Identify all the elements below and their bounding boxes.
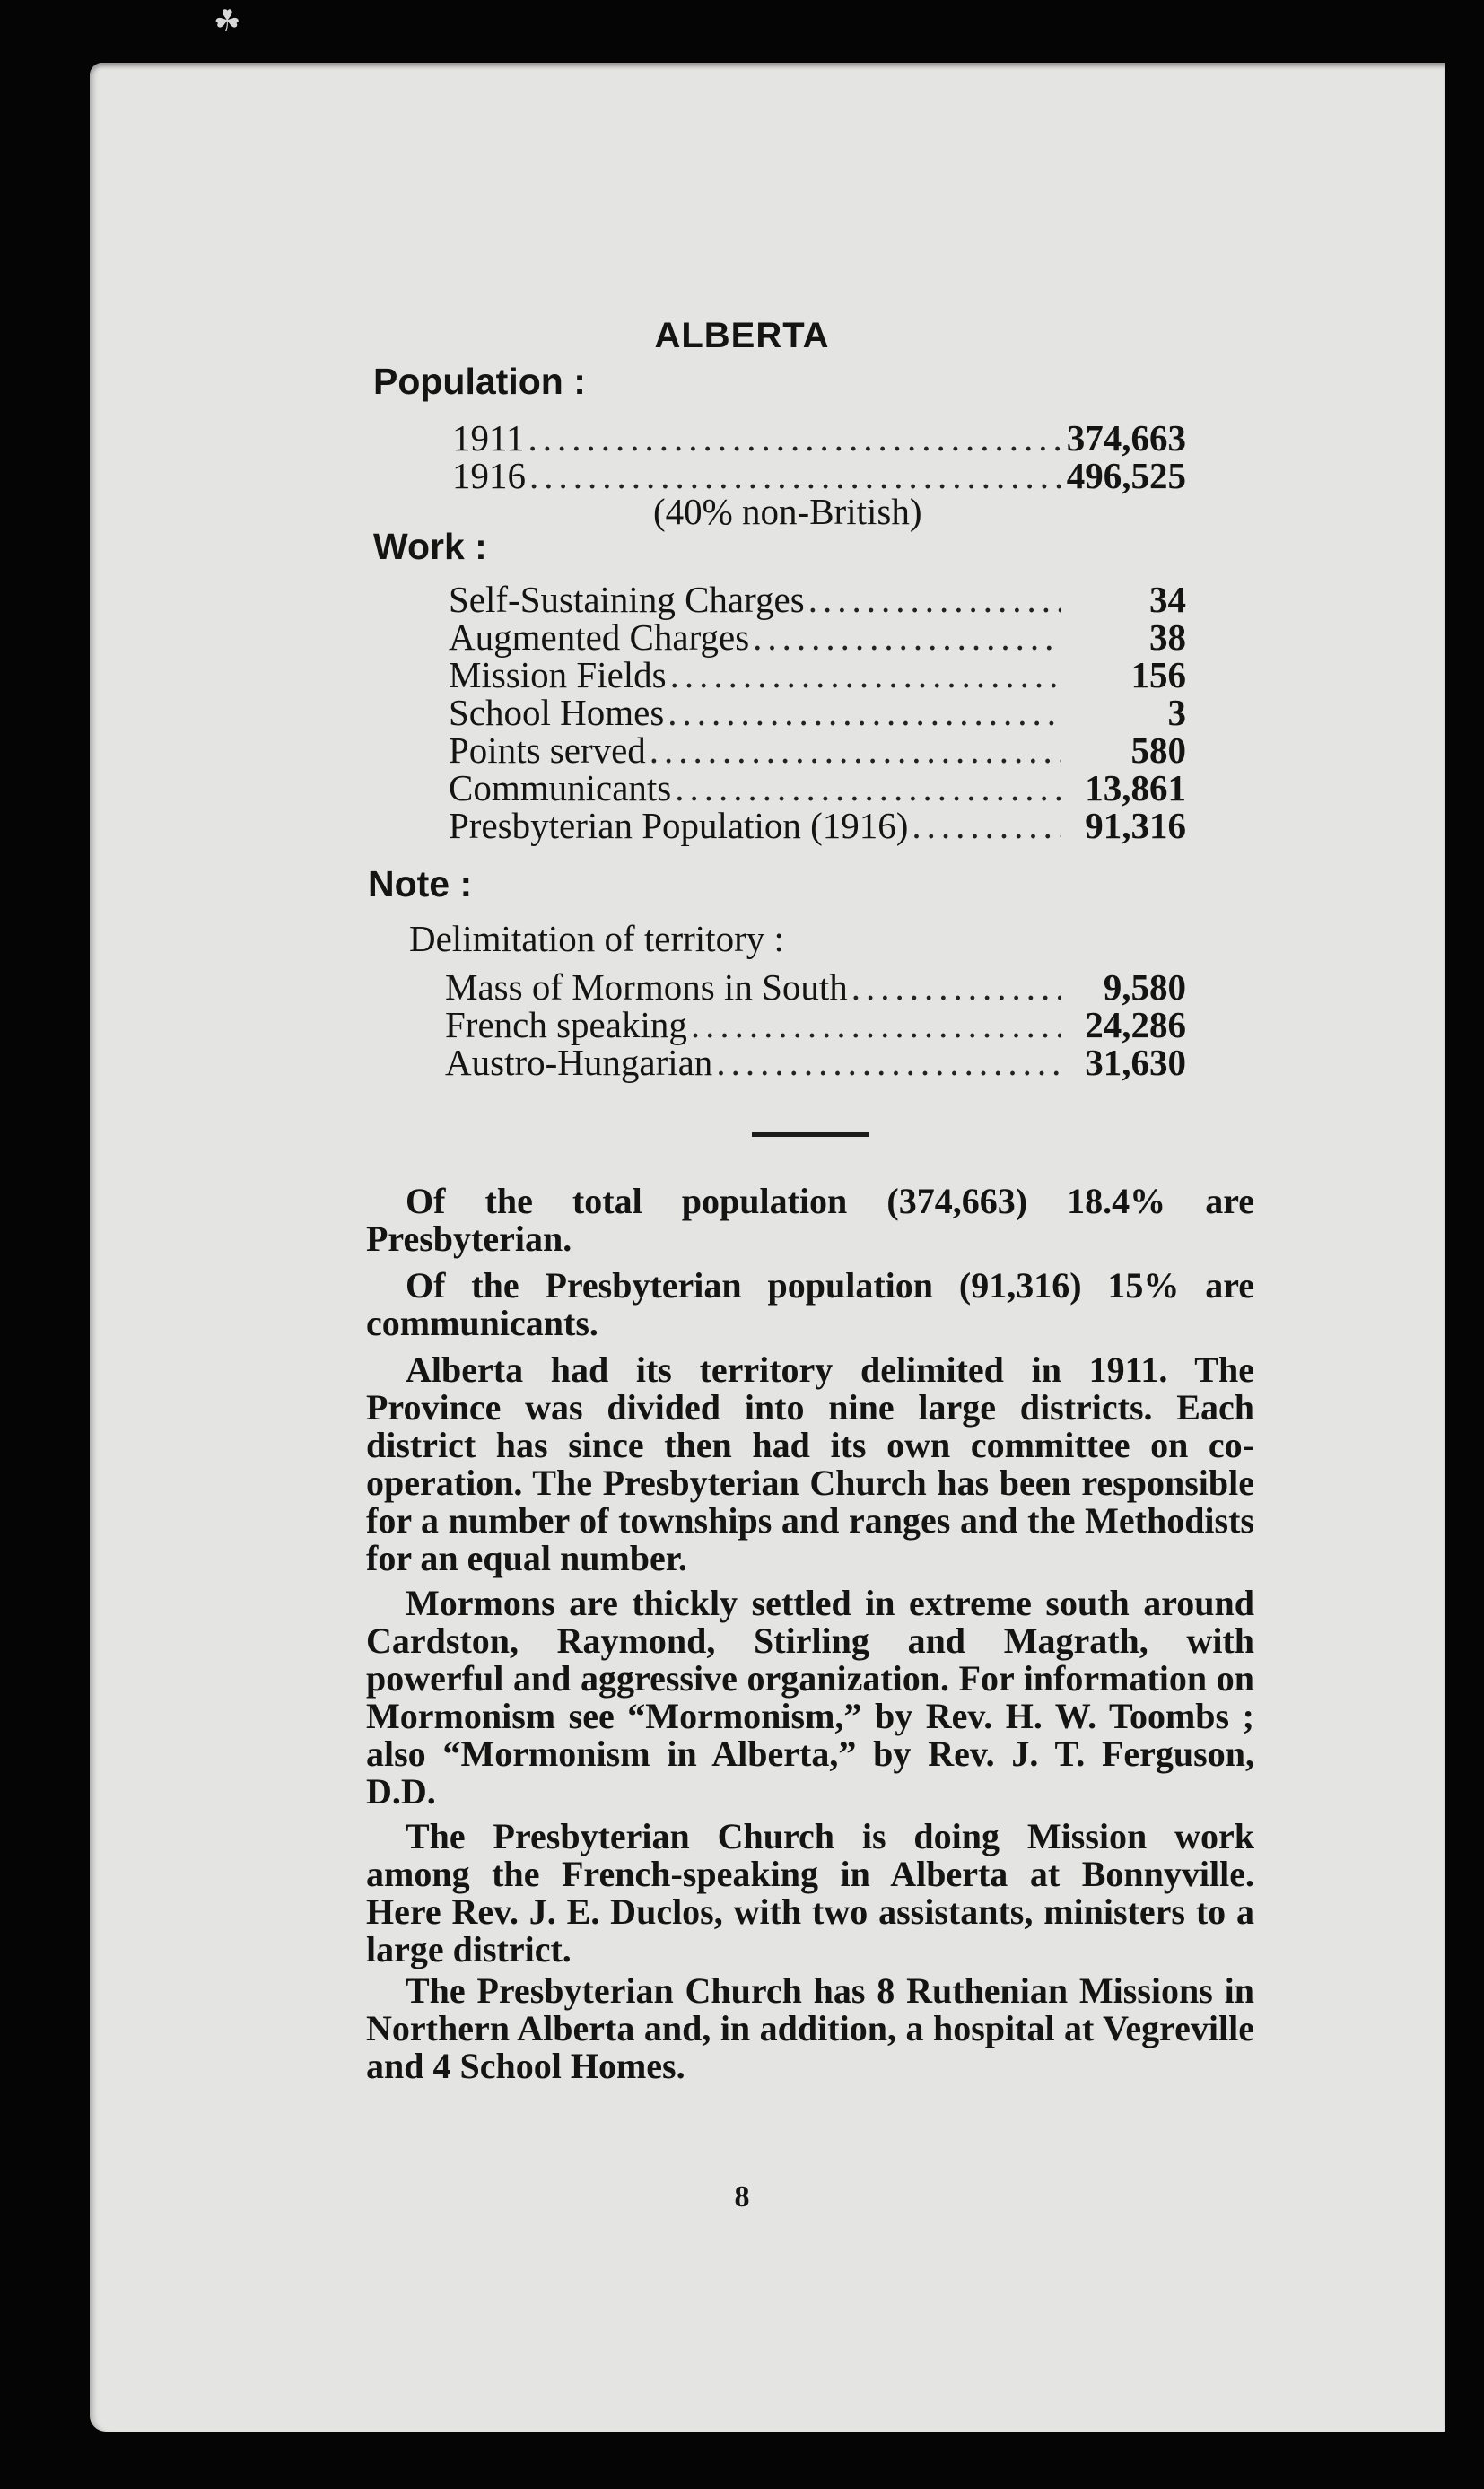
- row-value: 34: [1149, 579, 1186, 620]
- row-value: 9,580: [1103, 966, 1186, 1008]
- body-paragraph: Alberta had its territory delimited in 1911. The Province was divided into nine large districts. Each district has since then had its own committee on co-operation. The Presbyterian Church has been responsible for a number of townships and ranges and the Methodists for an equal number.: [366, 1349, 1254, 1578]
- leader-dots: [851, 967, 1061, 1007]
- leader-dots: [691, 1005, 1061, 1044]
- row-value: 496,525: [1066, 455, 1186, 496]
- section-divider: [752, 1132, 869, 1137]
- leader-dots: [528, 418, 1061, 458]
- row-label: Points served: [449, 729, 646, 771]
- row-label: School Homes: [449, 692, 665, 733]
- row-value: 156: [1130, 654, 1186, 695]
- row-label: Mass of Mormons in South: [445, 966, 848, 1008]
- row-value: 91,316: [1085, 805, 1186, 846]
- work-row: [449, 655, 1186, 694]
- work-row: [449, 693, 1186, 732]
- work-heading: Work :: [373, 526, 487, 567]
- row-value: 31,630: [1085, 1042, 1186, 1083]
- work-row: [449, 730, 1186, 770]
- scan-mark-icon: ☘: [214, 4, 241, 39]
- work-row: [449, 617, 1186, 657]
- page-title: ALBERTA: [654, 316, 830, 355]
- work-row: [449, 768, 1186, 808]
- note-row: [445, 1043, 1186, 1082]
- work-row: [449, 580, 1186, 619]
- row-value: 38: [1149, 616, 1186, 658]
- page-number: 8: [734, 2180, 750, 2214]
- note-heading: Note :: [368, 863, 473, 904]
- leader-dots: [716, 1043, 1061, 1082]
- work-row: [449, 806, 1186, 845]
- leader-dots: [753, 617, 1061, 657]
- note-row: [445, 1005, 1186, 1044]
- row-value: 374,663: [1066, 417, 1186, 458]
- note-subheading: Delimitation of territory :: [409, 918, 784, 959]
- row-value: 13,861: [1085, 767, 1186, 808]
- population-heading: Population :: [373, 361, 586, 402]
- leader-dots: [675, 768, 1061, 808]
- leader-dots: [650, 730, 1061, 770]
- body-paragraph: The Presbyterian Church is doing Mission work among the French-speaking in Alberta at Bonnyville. Here Rev. J. E. Duclos, with two assistants, ministers to a large district.: [366, 1816, 1254, 1969]
- row-label: Self-Sustaining Charges: [449, 579, 805, 620]
- body-paragraph: Of the total population (374,663) 18.4% are Presbyterian.: [366, 1181, 1254, 1259]
- leader-dots: [670, 655, 1061, 694]
- row-label: Augmented Charges: [449, 616, 750, 658]
- row-label: French speaking: [445, 1004, 687, 1045]
- leader-dots: [808, 580, 1061, 619]
- row-label: Mission Fields: [449, 654, 667, 695]
- leader-dots: [912, 806, 1061, 845]
- row-value: 580: [1130, 729, 1186, 771]
- row-value: 24,286: [1085, 1004, 1186, 1045]
- population-row-1911: [452, 418, 1186, 458]
- row-value: 3: [1167, 692, 1186, 733]
- body-paragraph: Of the Presbyterian population (91,316) 15% are communicants.: [366, 1265, 1254, 1343]
- note-row: [445, 967, 1186, 1007]
- row-label: 1916: [452, 455, 526, 496]
- row-label: Presbyterian Population (1916): [449, 805, 909, 846]
- leader-dots: [668, 693, 1061, 732]
- body-paragraph: The Presbyterian Church has 8 Ruthenian Missions in Northern Alberta and, in addition, a hospital at Vegreville and 4 School Homes.: [366, 1970, 1254, 2086]
- population-note: (40% non-British): [653, 491, 922, 532]
- row-label: 1911: [452, 417, 525, 458]
- body-paragraph: Mormons are thickly settled in extreme south around Cardston, Raymond, Stirling and Magrath, with powerful and aggressive organization. For information on Mormonism see “Mormonism,” by Rev. H. W. Toombs ; also “Mormonism in Alberta,” by Rev. J. T. Ferguson, D.D.: [366, 1583, 1254, 1812]
- row-label: Austro-Hungarian: [445, 1042, 713, 1083]
- row-label: Communicants: [449, 767, 672, 808]
